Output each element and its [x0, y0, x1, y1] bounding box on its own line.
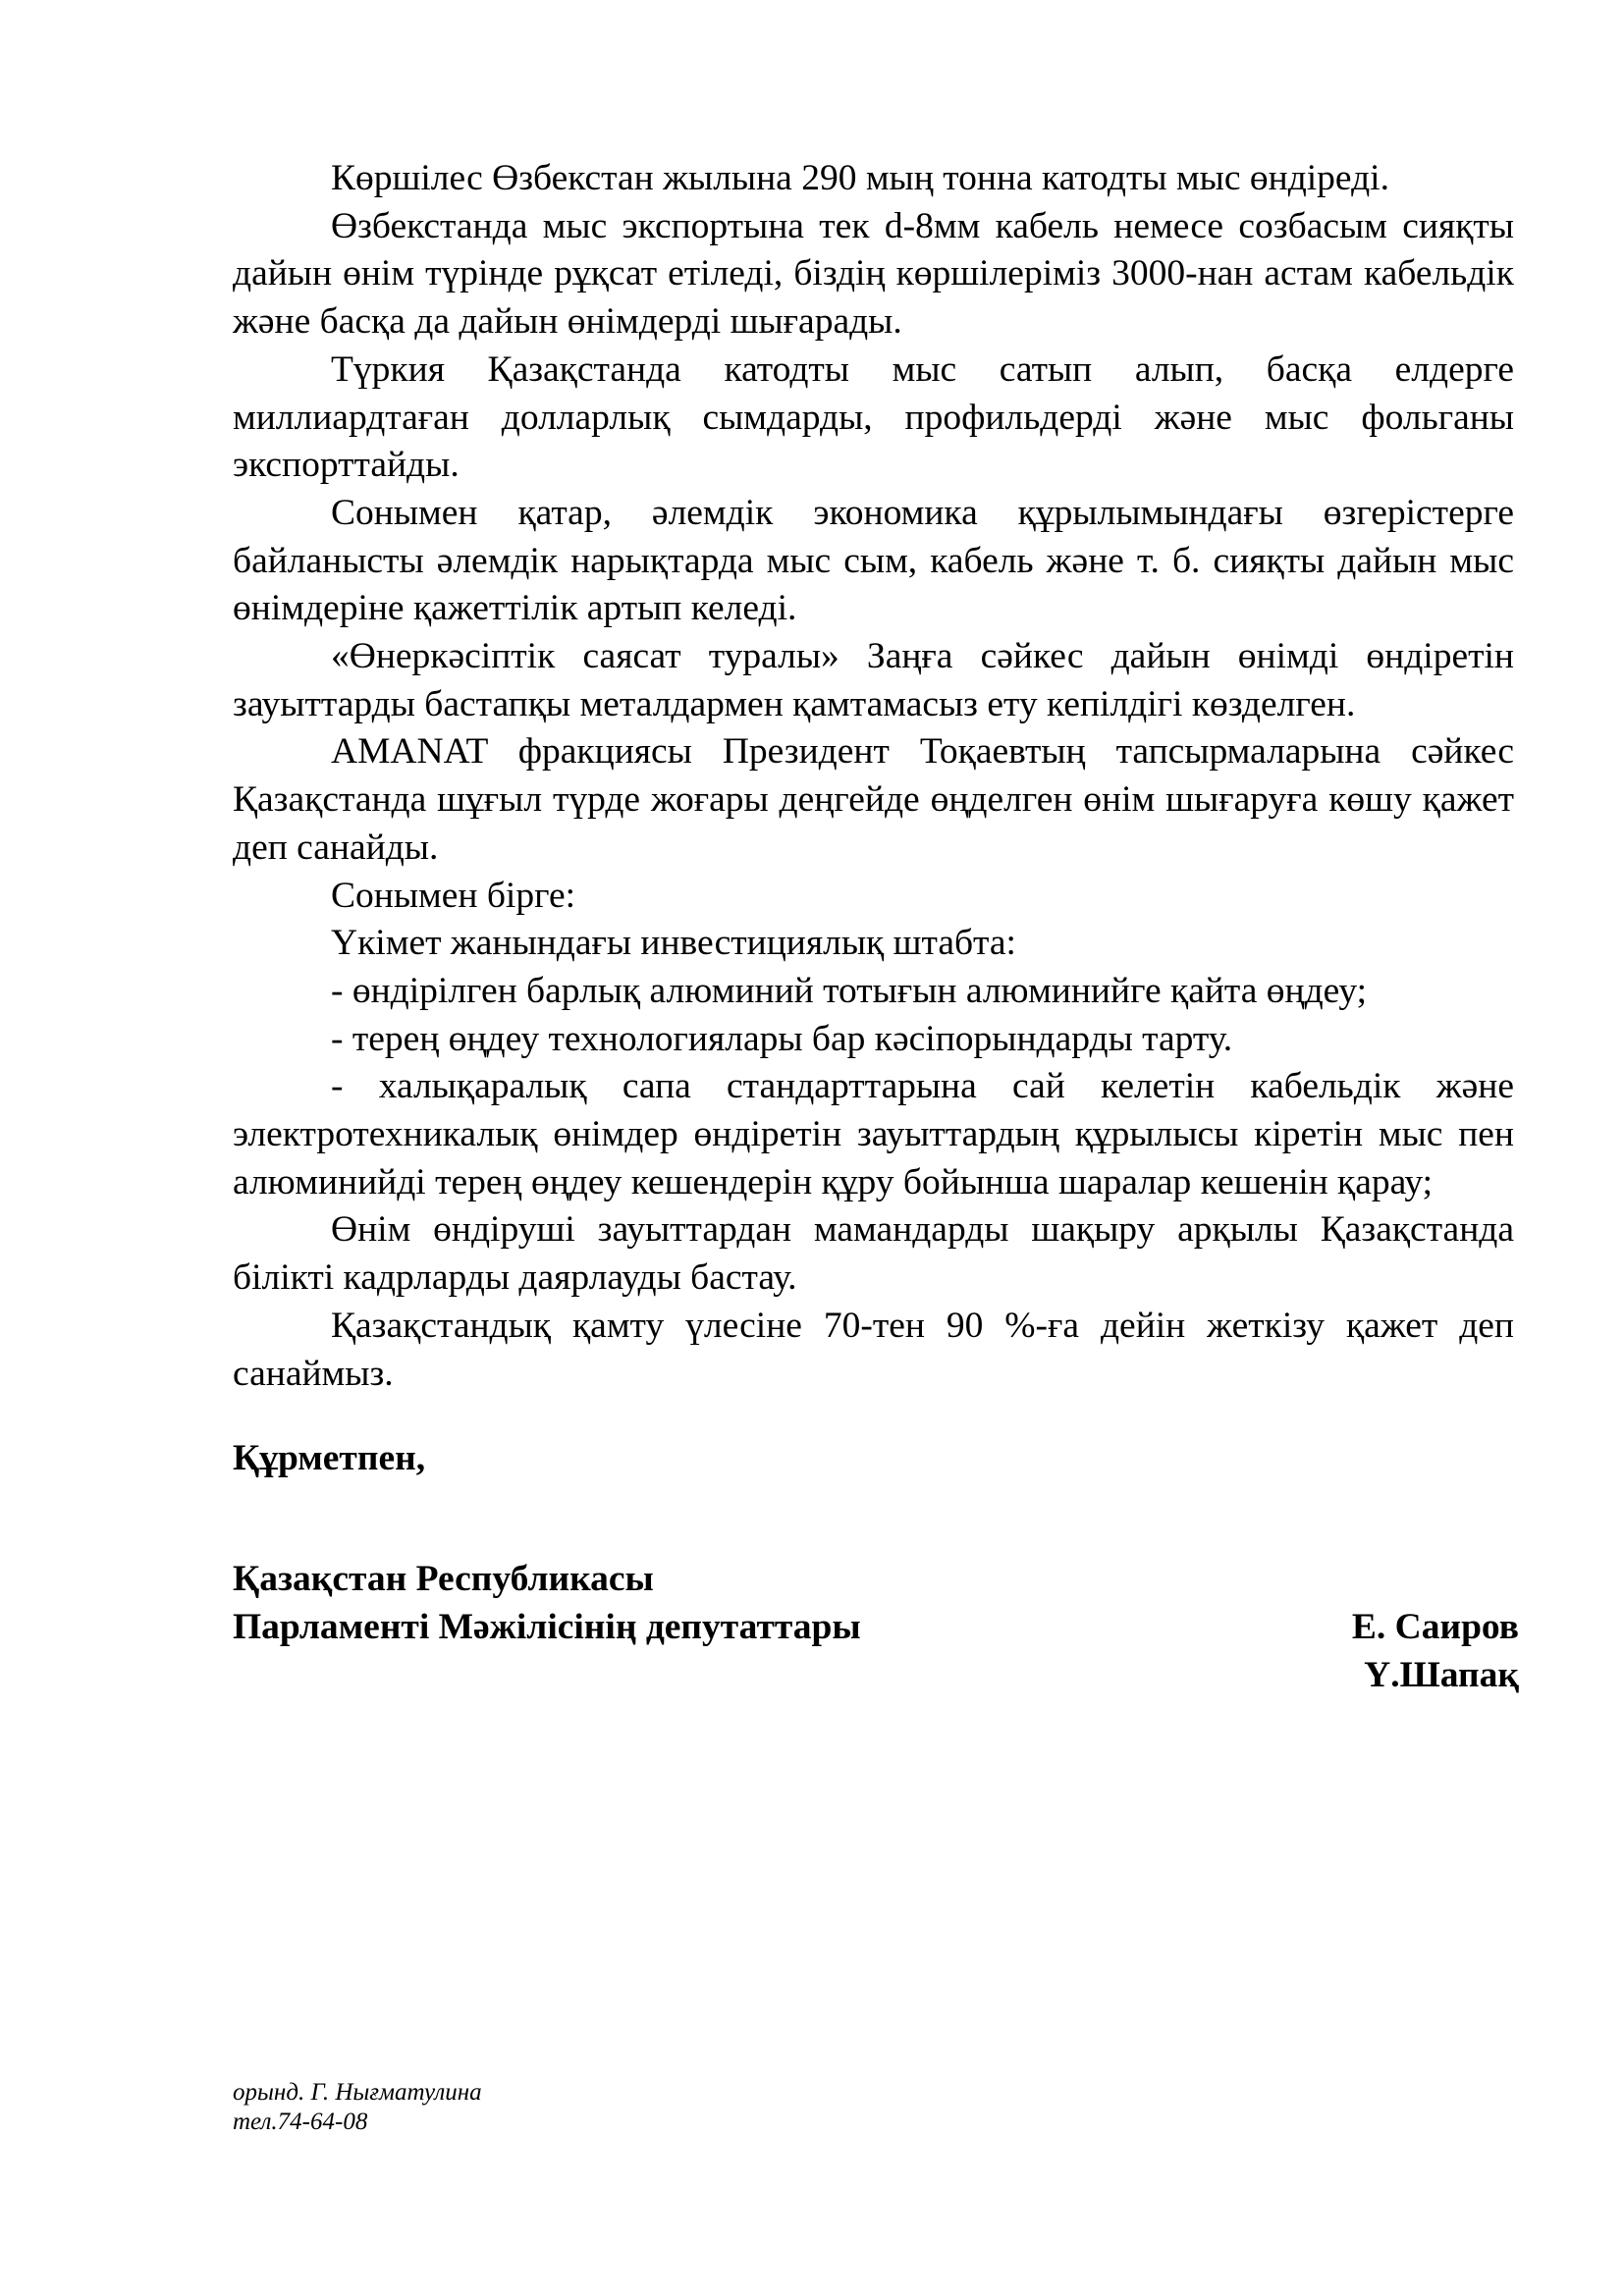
list-item-cable-complexes: - халықаралық сапа стандарттарына сай келетін кабельдік және электротехникалық өнімдер өндіретін зауыттардың құрылысы кіретін мыс пен алюминийді терең өңдеу кешендерін құру бойынша шаралар кешенін қарау;: [233, 1066, 1514, 1202]
executor-phone: тел.74-64-08: [233, 2109, 368, 2135]
list-item-alumina-processing: - өндірілген барлық алюминий тотығын алюминийге қайта өңдеу;: [331, 970, 1368, 1011]
closing-salutation: Құрметпен,: [233, 1438, 426, 1478]
signature-name-2: Ү.Шапақ: [1364, 1655, 1519, 1695]
list-item-deep-processing: - терең өңдеу технологиялары бар кәсіпорындарды тарту.: [331, 1018, 1233, 1059]
signature-names: [1276, 1603, 1519, 1699]
paragraph-uzbekistan-output: Көршілес Өзбекстан жылына 290 мың тонна катодты мыс өндіреді.: [331, 158, 1389, 198]
paragraph-investment-hq: Үкімет жанындағы инвестициялық штабта:: [331, 923, 1016, 964]
paragraph-industrial-policy-law: «Өнеркәсіптік саясат туралы» Заңға сәйкес дайын өнімді өндіретін зауыттарды бастапқы металдармен қамтамасыз ету кепілдігі көзделген.: [233, 636, 1514, 724]
signature-name-1: Е. Саиров: [1351, 1607, 1519, 1647]
executor-footer: [233, 2078, 482, 2137]
paragraph-also: Сонымен бірге:: [331, 875, 576, 916]
paragraph-world-markets: Сонымен қатар, әлемдік экономика құрылымындағы өзгерістерге байланысты әлемдік нарықтарда мыс сым, кабель және т. б. сияқты дайын мыс өнімдеріне қажеттілік артып келеді.: [233, 492, 1514, 629]
paragraph-training: Өнім өндіруші зауыттардан мамандарды шақыру арқылы Қазақстанда білікті кадрларды даярлауды бастау.: [233, 1209, 1514, 1299]
signature-organization: [233, 1555, 861, 1651]
paragraph-turkey: Түркия Қазақстанда катодты мыс сатып алып, басқа елдерге миллиардтаған долларлық сымдарды, профильдерді және мыс фольганы экспорттайды.: [233, 348, 1514, 486]
paragraph-uzbekistan-export: Өзбекстанда мыс экспортына тек d-8мм кабель немесе созбасым сияқты дайын өнім түрінде рұқсат етіледі, біздің көршілеріміз 3000-нан астам кабельдік және басқа да дайын өнімдерді шығарады.: [233, 205, 1514, 343]
signature-org-line-1: Қазақстан Республикасы: [233, 1559, 654, 1599]
paragraph-amanat-faction: AMANAT фракциясы Президент Тоқаевтың тапсырмаларына сәйкес Қазақстанда шұғыл түрде жоғары деңгейде өңделген өнім шығаруға көшу қажет деп санайды.: [233, 731, 1514, 868]
executor-name: орынд. Г. Нығматулина: [233, 2079, 482, 2106]
signature-org-line-2: Парламенті Мәжілісінің депутаттары: [233, 1607, 861, 1647]
letter-body: [233, 155, 1514, 1398]
paragraph-local-content: Қазақстандық қамту үлесіне 70-тен 90 %-ға дейін жеткізу қажет деп санаймыз.: [233, 1305, 1514, 1394]
